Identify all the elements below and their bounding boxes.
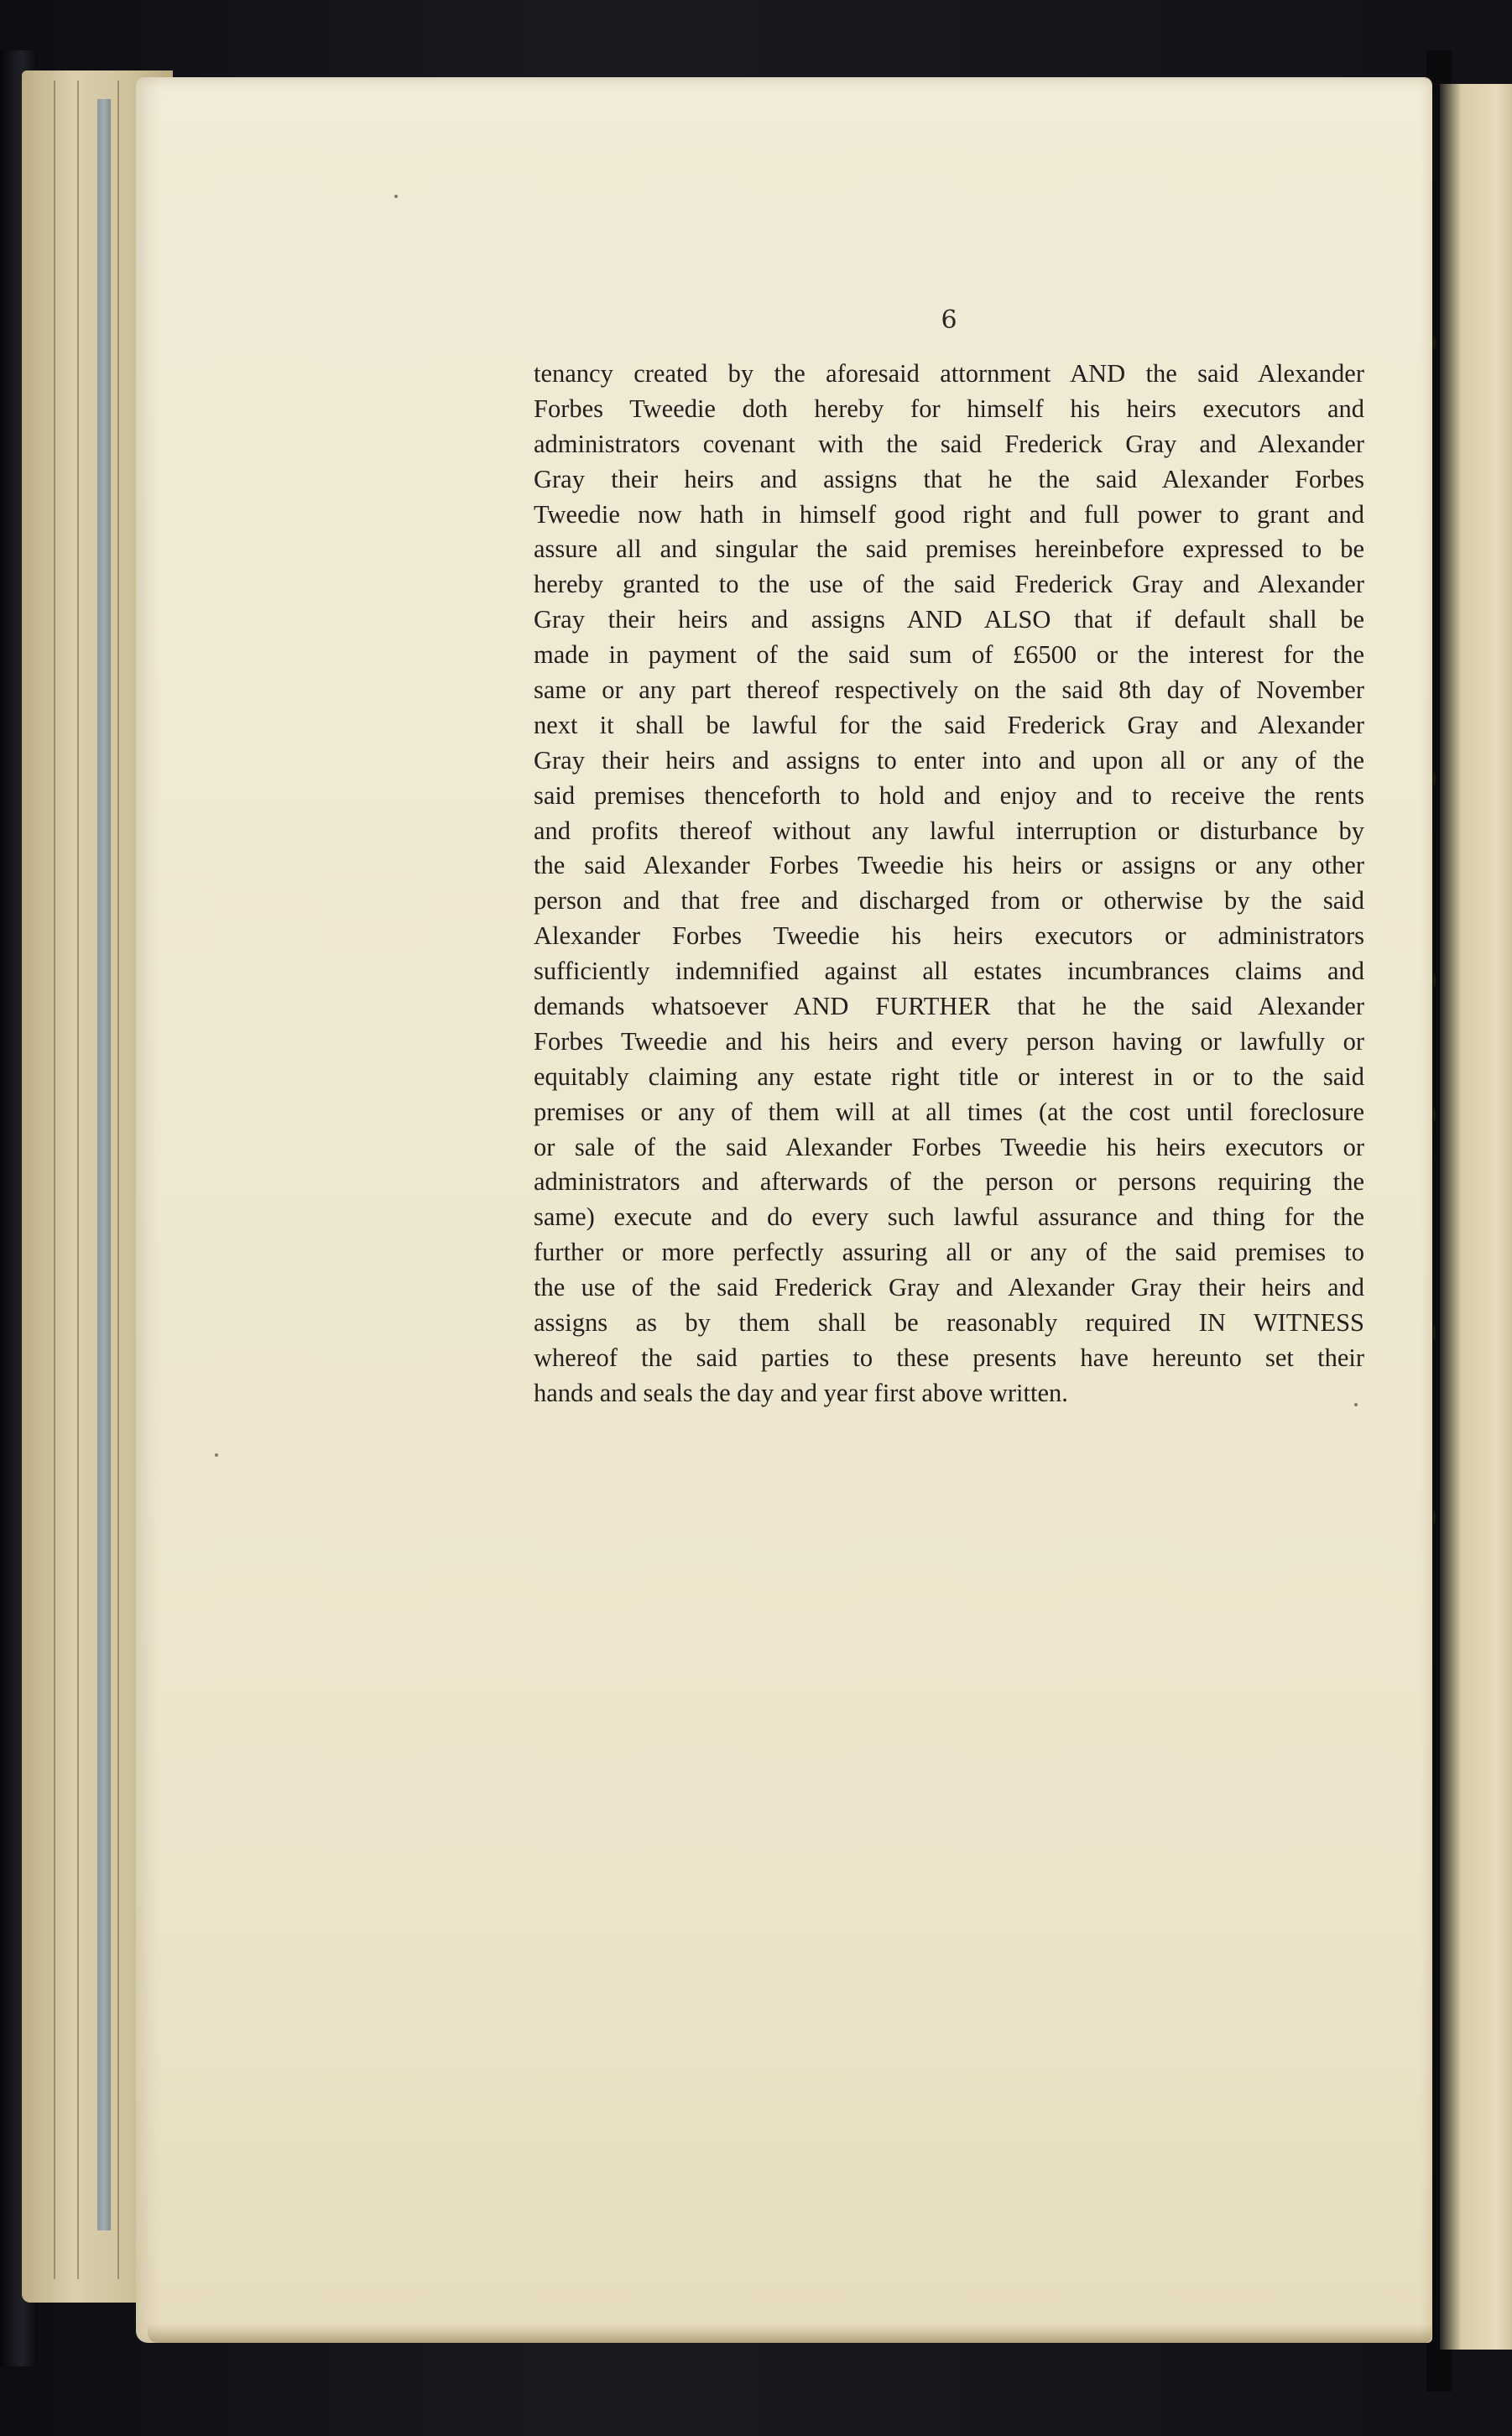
text-line: hereby granted to the use of the said Frederick Gray and Alexander [534, 570, 1364, 599]
text-line: administrators and afterwards of the person or persons requiring the [534, 1167, 1364, 1197]
text-line: Gray their heirs and assigns that he the said Alexander Forbes [534, 464, 1364, 493]
page-tab-mark [1433, 1510, 1444, 1523]
page-tab-mark [1433, 1326, 1444, 1338]
next-page-edge [1440, 84, 1512, 2350]
text-line: the use of the said Frederick Gray and Alexander Gray their heirs and [534, 1273, 1364, 1302]
page-tab-mark [1433, 1108, 1444, 1120]
text-line: administrators covenant with the said Frederick Gray and Alexander [534, 429, 1364, 458]
text-line: and profits thereof without any lawful interruption or disturbance by [534, 816, 1364, 845]
text-line: person and that free and discharged from or otherwise by the said [534, 886, 1364, 915]
text-line: equitably claiming any estate right title or interest in or to the said [534, 1062, 1364, 1091]
text-line: Tweedie now hath in himself good right and full power to grant and [534, 499, 1364, 529]
paper-speck [394, 195, 398, 198]
text-line: Gray their heirs and assigns AND ALSO that if default shall be [534, 605, 1364, 634]
page-tab-mark [1433, 772, 1444, 785]
text-line: hands and seals the day and year first above written. [534, 1378, 1068, 1407]
page-edge-line [77, 81, 79, 2279]
text-line: same) execute and do every such lawful assurance and thing for the [534, 1202, 1364, 1232]
text-line: tenancy created by the aforesaid attornment AND the said Alexander [534, 359, 1364, 388]
text-line: assigns as by them shall be reasonably required IN WITNESS [534, 1308, 1364, 1338]
page-edge-line [54, 81, 55, 2279]
text-line: whereof the said parties to these presents have hereunto set their [534, 1343, 1364, 1372]
text-line: sufficiently indemnified against all estates incumbrances claims and [534, 957, 1364, 986]
text-line: demands whatsoever AND FURTHER that he the said Alexander [534, 992, 1364, 1021]
text-line: premises or any of them will at all times (at the cost until foreclosure [534, 1097, 1364, 1126]
text-line: further or more perfectly assuring all or any of the said premises to [534, 1238, 1364, 1267]
page-tab-mark [1433, 973, 1444, 986]
text-line: said premises thenceforth to hold and enjoy and to receive the rents [534, 780, 1364, 810]
deed-body-text [534, 357, 1364, 1411]
text-line: or sale of the said Alexander Forbes Tweedie his heirs executors or [534, 1132, 1364, 1161]
text-line: assure all and singular the said premises hereinbefore expressed to be [534, 535, 1364, 564]
text-line: Alexander Forbes Tweedie his heirs executors or administrators [534, 921, 1364, 951]
text-line: same or any part thereof respectively on the said 8th day of November [534, 676, 1364, 705]
text-line: the said Alexander Forbes Tweedie his heirs or assigns or any other [534, 851, 1364, 880]
page-edge-line [117, 81, 119, 2279]
text-line: Forbes Tweedie and his heirs and every person having or lawfully or [534, 1026, 1364, 1056]
paper-speck [215, 1453, 218, 1457]
page-bottom-shadow [148, 2324, 1431, 2343]
text-line: Gray their heirs and assigns to enter into and upon all or any of the [534, 745, 1364, 775]
text-line: made in payment of the said sum of £6500 or the interest for the [534, 640, 1364, 670]
text-line: next it shall be lawful for the said Frederick Gray and Alexander [534, 710, 1364, 739]
page-tab-mark [1433, 336, 1444, 348]
tinted-page-edge [97, 99, 111, 2230]
page-number: 6 [941, 305, 957, 335]
text-line: Forbes Tweedie doth hereby for himself his heirs executors and [534, 394, 1364, 423]
